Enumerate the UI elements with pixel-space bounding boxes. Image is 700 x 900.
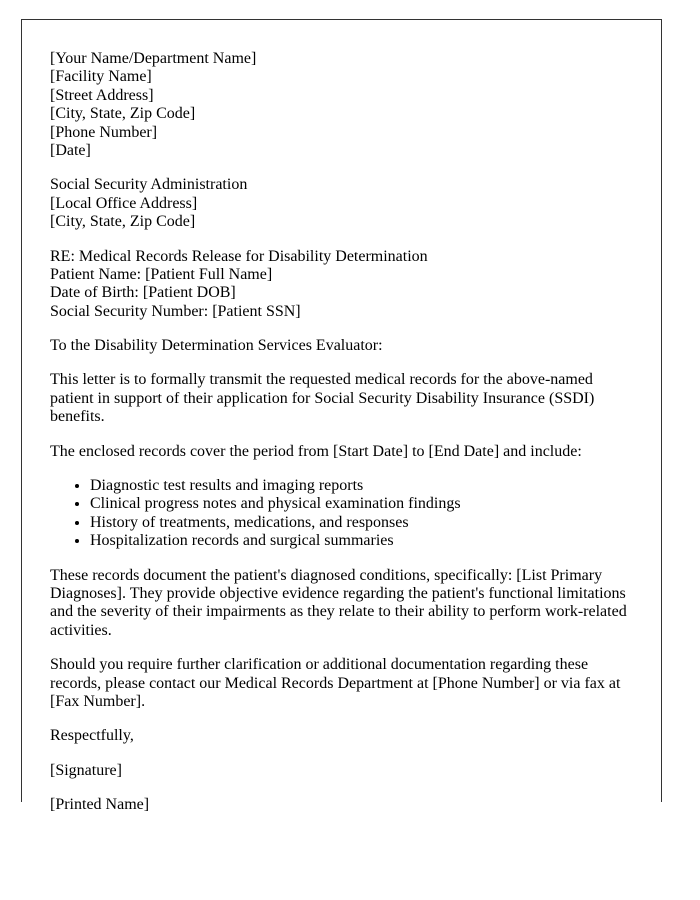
list-item: • Hospitalization records and surgical summaries [90,532,628,550]
sender-address-block [50,50,628,160]
closing-line: Respectfully, [50,727,134,745]
sender-phone-line: [Phone Number] [50,123,158,141]
sender-name-line: [Your Name/Department Name] [50,50,257,67]
sender-city-line: [City, State, Zip Code] [50,105,196,123]
letter-page [21,19,662,814]
records-period-paragraph: The enclosed records cover the period from [Start Date] to [End Date] and include: [50,442,582,460]
subject-ssn-line: Social Security Number: [Patient SSN] [50,302,301,320]
list-item: • Clinical progress notes and physical examination findings [90,495,628,513]
subject-dob-line: Date of Birth: [Patient DOB] [50,284,236,302]
recipient-city-line: [City, State, Zip Code] [50,213,196,231]
list-item: • History of treatments, medications, and responses [90,514,628,532]
contact-paragraph: Should you require further clarification or additional documentation regarding these records, please contact our Medical Records Department at [Phone Number] or via fax at [Fax Number]. [50,656,621,710]
salutation: To the Disability Determination Services Evaluator: [50,337,383,355]
printed-name-placeholder: [Printed Name] [50,796,150,814]
subject-block [50,248,628,322]
sender-street-line: [Street Address] [50,86,154,104]
list-item: • Diagnostic test results and imaging reports [90,477,628,495]
sender-date-line: [Date] [50,141,91,159]
enclosed-records-list [50,477,628,551]
signature-placeholder: [Signature] [50,761,122,779]
recipient-org-line: Social Security Administration [50,176,248,194]
recipient-office-line: [Local Office Address] [50,194,198,212]
subject-re-line: RE: Medical Records Release for Disability Determination [50,247,428,265]
subject-patient-name-line: Patient Name: [Patient Full Name] [50,265,273,283]
recipient-address-block [50,176,628,231]
sender-facility-line: [Facility Name] [50,68,152,86]
intro-paragraph: This letter is to formally transmit the requested medical records for the above-named patient in support of their application for Social Security Disability Insurance (SSDI) benefits. [50,371,595,426]
conditions-paragraph: These records document the patient's diagnosed conditions, specifically: [List Primary Diagnoses]. They provide objective evidence regarding the patient's functional limitations and the severity of their impairments as they relate to their ability to perform work-related activities. [50,566,627,639]
